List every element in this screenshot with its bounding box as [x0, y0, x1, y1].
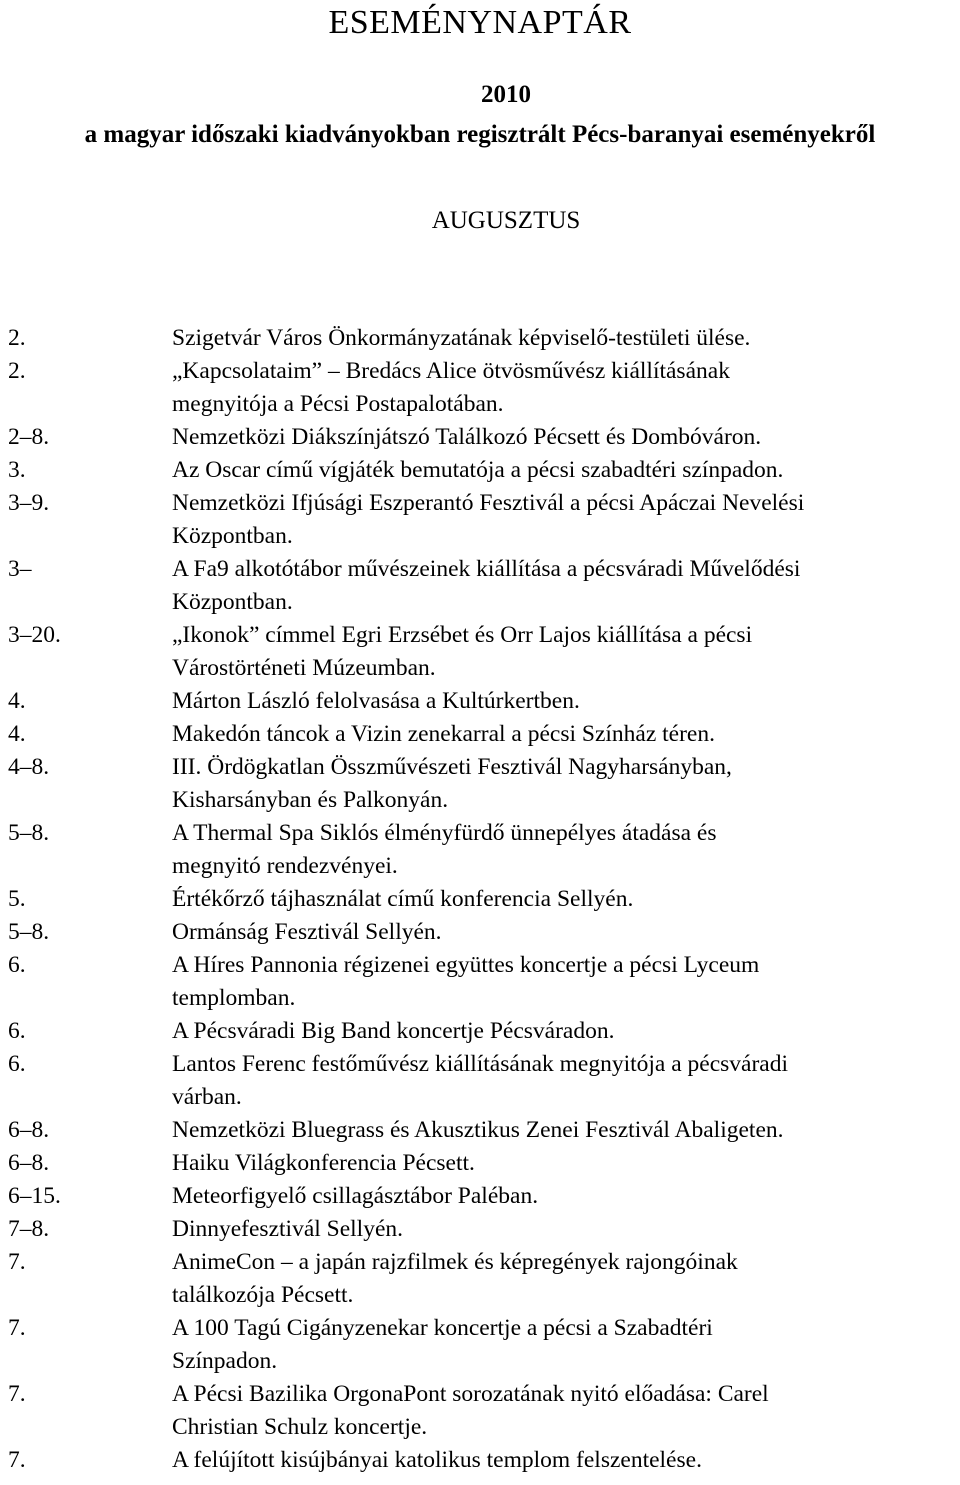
- event-description-line: AnimeCon – a japán rajzfilmek és képregények rajongóinak: [172, 1249, 738, 1275]
- event-row: [8, 751, 958, 817]
- event-description: [172, 916, 958, 949]
- event-description-line: Márton László felolvasása a Kultúrkertben.: [172, 688, 580, 714]
- event-date: 6–8.: [8, 1117, 50, 1143]
- event-date: 2.: [8, 358, 26, 384]
- event-description: [172, 421, 958, 454]
- event-row: [8, 883, 958, 916]
- event-description: [172, 322, 958, 355]
- event-description-line: Nemzetközi Diákszínjátszó Találkozó Pécsett és Dombóváron.: [172, 424, 762, 450]
- event-description-line: Nemzetközi Bluegrass és Akusztikus Zenei Fesztivál Abaligeten.: [172, 1117, 784, 1143]
- event-description: [172, 1114, 958, 1147]
- event-description-line: „Kapcsolataim” – Bredács Alice ötvösművész kiállításának: [172, 358, 730, 384]
- event-description: [172, 1246, 958, 1312]
- event-row: [8, 487, 958, 553]
- event-description: [172, 751, 958, 817]
- event-date: 6.: [8, 1051, 26, 1077]
- event-date: 3–: [8, 556, 32, 582]
- event-row: [8, 718, 958, 751]
- event-date: 3.: [8, 457, 26, 483]
- event-description-line: megnyitó rendezvényei.: [172, 853, 398, 879]
- event-description-line: templomban.: [172, 985, 296, 1011]
- event-row: [8, 1048, 958, 1114]
- event-row: [8, 1180, 958, 1213]
- event-description-line: találkozója Pécsett.: [172, 1282, 354, 1308]
- event-row: [8, 1378, 958, 1444]
- event-date: 5.: [8, 886, 26, 912]
- event-description: [172, 1048, 958, 1114]
- event-date: 4.: [8, 721, 26, 747]
- event-row: [8, 553, 958, 619]
- event-date: 7.: [8, 1447, 26, 1473]
- event-description: [172, 1312, 958, 1378]
- event-description: [172, 454, 958, 487]
- event-description-line: Nemzetközi Ifjúsági Eszperantó Fesztivál a pécsi Apáczai Nevelési: [172, 490, 805, 516]
- event-date: 7.: [8, 1315, 26, 1341]
- event-date: 4.: [8, 688, 26, 714]
- event-description: [172, 817, 958, 883]
- event-description-line: Az Oscar című vígjáték bemutatója a pécsi szabadtéri színpadon.: [172, 457, 784, 483]
- event-date: 3–20.: [8, 622, 61, 648]
- event-description: [172, 487, 958, 553]
- event-row: [8, 322, 958, 355]
- event-row: [8, 1015, 958, 1048]
- event-date: 3–9.: [8, 490, 50, 516]
- event-description: [172, 619, 958, 685]
- event-description: [172, 553, 958, 619]
- event-description-line: Ormánság Fesztivál Sellyén.: [172, 919, 442, 945]
- event-date: 4–8.: [8, 754, 50, 780]
- event-description: [172, 949, 958, 1015]
- event-row: [8, 685, 958, 718]
- event-date: 7–8.: [8, 1216, 50, 1242]
- event-description: [172, 1444, 958, 1477]
- event-date: 5–8.: [8, 919, 50, 945]
- event-description: [172, 1180, 958, 1213]
- subtitle-heading: a magyar időszaki kiadványokban regisztrált Pécs-baranyai eseményekről: [84, 121, 876, 148]
- event-description-line: Szigetvár Város Önkormányzatának képviselő-testületi ülése.: [172, 325, 751, 351]
- event-description-line: várban.: [172, 1084, 242, 1110]
- event-row: [8, 1312, 958, 1378]
- event-description-line: Kisharsányban és Palkonyán.: [172, 787, 449, 813]
- event-date: 5–8.: [8, 820, 50, 846]
- event-row: [8, 619, 958, 685]
- event-description-line: A Híres Pannonia régizenei együttes koncertje a pécsi Lyceum: [172, 952, 760, 978]
- event-description-line: Haiku Világkonferencia Pécsett.: [172, 1150, 475, 1176]
- event-description-line: A 100 Tagú Cigányzenekar koncertje a pécsi a Szabadtéri: [172, 1315, 713, 1341]
- event-date: 2–8.: [8, 424, 50, 450]
- event-description: [172, 685, 958, 718]
- event-description: [172, 1147, 958, 1180]
- event-date: 6.: [8, 952, 26, 978]
- event-row: [8, 421, 958, 454]
- event-row: [8, 1147, 958, 1180]
- event-row: [8, 1444, 958, 1477]
- event-description: [172, 1378, 958, 1444]
- page-title: ESEMÉNYNAPTÁR: [328, 4, 632, 41]
- event-description-line: Központban.: [172, 589, 293, 615]
- event-description-line: A Fa9 alkotótábor művészeinek kiállítása a pécsváradi Művelődési: [172, 556, 801, 582]
- event-description-line: A Thermal Spa Siklós élményfürdő ünnepélyes átadása és: [172, 820, 717, 846]
- event-row: [8, 355, 958, 421]
- event-description-line: Értékőrző tájhasználat című konferencia Sellyén.: [172, 886, 634, 912]
- event-description-line: Meteorfigyelő csillagásztábor Paléban.: [172, 1183, 539, 1209]
- event-description-line: Makedón táncok a Vizin zenekarral a pécsi Színház téren.: [172, 721, 715, 747]
- event-description-line: megnyitója a Pécsi Postapalotában.: [172, 391, 504, 417]
- event-description: [172, 1015, 958, 1048]
- event-date: 6–15.: [8, 1183, 61, 1209]
- event-row: [8, 817, 958, 883]
- event-description-line: A Pécsi Bazilika OrgonaPont sorozatának nyitó előadása: Carel: [172, 1381, 769, 1407]
- event-description: [172, 1213, 958, 1246]
- event-description-line: Központban.: [172, 523, 293, 549]
- event-row: [8, 1213, 958, 1246]
- event-date: 6.: [8, 1018, 26, 1044]
- event-date: 6–8.: [8, 1150, 50, 1176]
- event-description: [172, 718, 958, 751]
- event-description-line: „Ikonok” címmel Egri Erzsébet és Orr Lajos kiállítása a pécsi: [172, 622, 753, 648]
- event-description-line: III. Ördögkatlan Összművészeti Fesztivál Nagyharsányban,: [172, 754, 732, 780]
- event-list: [8, 322, 958, 1477]
- event-description-line: Várostörténeti Múzeumban.: [172, 655, 436, 681]
- event-description-line: Lantos Ferenc festőművész kiállításának megnyitója a pécsváradi: [172, 1051, 789, 1077]
- event-row: [8, 916, 958, 949]
- event-description-line: A felújított kisújbányai katolikus templom felszentelése.: [172, 1447, 702, 1473]
- event-date: 2.: [8, 325, 26, 351]
- event-description-line: Színpadon.: [172, 1348, 278, 1374]
- event-date: 7.: [8, 1381, 26, 1407]
- year-heading: 2010: [481, 81, 531, 108]
- event-description-line: Dinnyefesztivál Sellyén.: [172, 1216, 404, 1242]
- event-description-line: A Pécsváradi Big Band koncertje Pécsváradon.: [172, 1018, 615, 1044]
- event-row: [8, 949, 958, 1015]
- event-description-line: Christian Schulz koncertje.: [172, 1414, 428, 1440]
- event-date: 7.: [8, 1249, 26, 1275]
- month-heading: AUGUSZTUS: [431, 207, 581, 234]
- event-row: [8, 454, 958, 487]
- event-description: [172, 355, 958, 421]
- event-row: [8, 1114, 958, 1147]
- event-description: [172, 883, 958, 916]
- event-row: [8, 1246, 958, 1312]
